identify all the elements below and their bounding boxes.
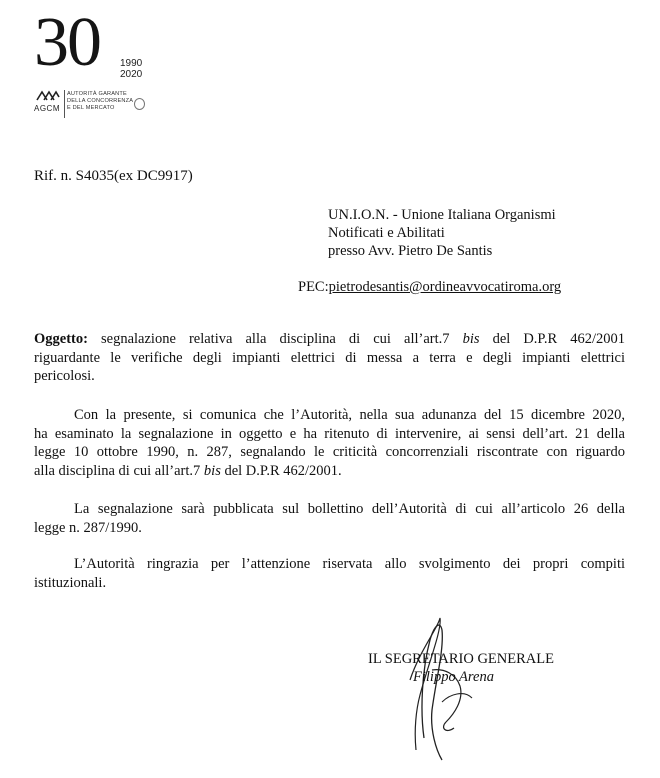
- logo-year-end: 2020: [120, 69, 143, 80]
- signatory-name: Filippo Arena: [413, 669, 494, 685]
- body-paragraph-2: [34, 500, 625, 537]
- body-line: istituzionali.: [34, 574, 107, 591]
- body-line: [34, 462, 625, 481]
- subject-line: pericolosi.: [34, 368, 95, 384]
- body-paragraph-1: [34, 406, 625, 480]
- republic-emblem-icon: [134, 98, 145, 110]
- recipient-line: presso Avv. Pietro De Santis: [328, 243, 493, 259]
- subject-line: [34, 330, 625, 349]
- recipient-address: [328, 206, 556, 260]
- pec-email-link[interactable]: pietrodesantis@ordineavvocatiroma.org: [328, 279, 562, 295]
- logo-authority-line: AUTORITÀ GARANTE: [67, 91, 127, 97]
- subject-paragraph: [34, 330, 625, 386]
- handwritten-signature: [380, 610, 500, 770]
- subject-label: Oggetto:: [34, 331, 88, 347]
- subject-bis: bis: [462, 331, 480, 347]
- body-text: del D.P.R 462/2001.: [224, 462, 342, 479]
- subject-text: segnalazione relativa alla disciplina di cui all’art.7: [101, 331, 450, 347]
- body-text: alla disciplina di cui all’art.7: [34, 462, 201, 479]
- recipient-line: UN.I.O.N. - Unione Italiana Organismi: [328, 207, 556, 223]
- subject-line: riguardante le verifiche degli impianti elettrici di messa a terra e degli impianti elettrici: [34, 349, 625, 366]
- subject-text: del D.P.R 462/2001: [492, 331, 626, 347]
- body-line: Con la presente, si comunica che l’Autorità, nella sua adunanza del 15 dicembre 2020,: [74, 407, 625, 423]
- logo-authority-line: E DEL MERCATO: [67, 105, 115, 111]
- body-line: legge 10 ottobre 1990, n. 287, segnalando le criticità concorrenziali riscontrate con riguardo: [34, 444, 625, 460]
- recipient-line: Notificati e Abilitati: [328, 225, 445, 241]
- body-paragraph-3: [34, 555, 625, 592]
- body-line: La segnalazione sarà pubblicata sul bollettino dell’Autorità di cui all’articolo 26 della: [74, 501, 625, 517]
- agcm-30-years-logo: [34, 4, 164, 114]
- logo-divider: [64, 90, 65, 118]
- agcm-mark-icon: [36, 90, 60, 102]
- logo-authority-name: [67, 91, 133, 112]
- body-line: L’Autorità ringrazia per l’attenzione riservata allo svolgimento dei propri compiti: [74, 556, 625, 572]
- logo-number: 30: [34, 4, 100, 81]
- body-bis: bis: [203, 462, 221, 479]
- logo-authority-line: DELLA CONCORRENZA: [67, 98, 134, 104]
- logo-year-start: 1990: [120, 58, 143, 69]
- pec-line: [298, 279, 561, 296]
- signatory-title: IL SEGRETARIO GENERALE: [368, 651, 554, 667]
- logo-years: [120, 58, 142, 80]
- body-line: legge n. 287/1990.: [34, 519, 142, 536]
- reference-number: Rif. n. S4035(ex DC9917): [34, 168, 193, 184]
- pec-label: PEC:: [298, 279, 329, 295]
- body-line: ha esaminato la segnalazione in oggetto e ha ritenuto di intervenire, ai sensi dell’art. 21 della: [34, 425, 625, 442]
- logo-acronym: AGCM: [34, 104, 60, 113]
